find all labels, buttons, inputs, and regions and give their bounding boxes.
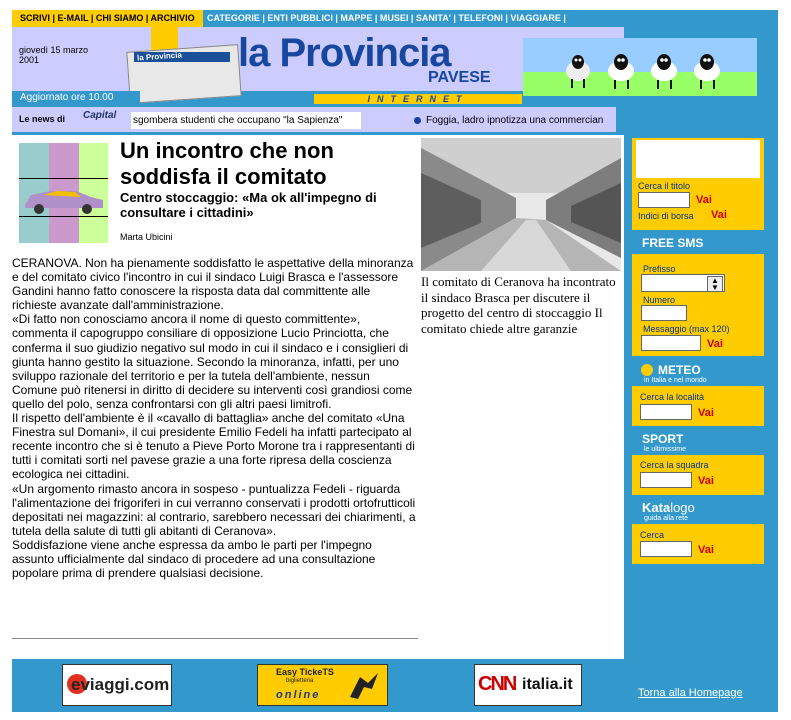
borsa-vai-button[interactable]: Vai: [696, 194, 712, 206]
sport-subtitle: le ultimissime: [644, 446, 687, 453]
cnn-italia-banner[interactable]: [474, 664, 582, 706]
top-nav-left-links[interactable]: SCRIVI | E-MAIL | CHI SIAMO | ARCHIVIO: [20, 13, 195, 23]
cnn-logo: CNN: [478, 673, 516, 695]
news-ticker-label: Le news di: [19, 114, 66, 124]
updated-time: Aggiornato ore 10.00: [12, 91, 140, 104]
sheep-icon: [566, 55, 590, 88]
sms-numero-input[interactable]: [641, 305, 687, 321]
meteo-subtitle: in Italia e nel mondo: [644, 377, 707, 384]
meteo-title: METEO: [658, 363, 701, 377]
article-paragraph: «Un argomento rimasto ancora in sospeso - puntualizza Fedeli - riguarda l'alimentazione dei frigoriferi in cui verranno conservati i prodotti ortofrutticoli depositati nei magazzini: al contrario, sarebbero necessari dei chiarimenti, a tutela della salute di tutti gli abitanti di Ceranova».: [12, 481, 416, 538]
article-paragraph: «Di fatto non conosciamo ancora il nome di questo committente», commenta il capogruppo consiliare di opposizione Lucio Princiotta, che conferma il suo giudizio negativo sul modo in cui il sindaco e i consiglieri di giunta hanno gestito la situazione. Secondo la minoranza, infatti, per uno sviluppo razionale del territorio e per la tutela dell'ambiente, nessun Comune può ritenersi in diritto di decidere su interventi così grandiosi come quello del polo, senza confrontarsi con gli altri paesi limitrofi.: [12, 312, 413, 411]
easytickets-title: Easy TickeTS: [276, 667, 334, 677]
easytickets-sub: biglietteria: [286, 678, 314, 684]
news-ticker-item[interactable]: Foggia, ladro ipnotizza una commercian: [426, 115, 604, 126]
borsa-search-input[interactable]: [638, 192, 690, 208]
borsa-indici-link[interactable]: Indici di borsa: [638, 211, 694, 221]
article-paragraph: CERANOVA. Non ha pienamente soddisfatto le aspettative della minoranza e del comitato civico l'incontro in cui il sindaco Luigi Brasca e l'assessore Gandini hanno fatto conoscere la risposta data dal committente alle richieste avanzate dall'amministrazione.: [12, 256, 414, 313]
sms-tab: FREE SMS: [636, 235, 726, 254]
ticket-figure-icon: [342, 669, 382, 701]
divider: [12, 638, 418, 639]
sport-title: SPORT: [642, 432, 684, 446]
meteo-tab: [636, 362, 722, 386]
sms-vai-button[interactable]: Vai: [707, 338, 723, 350]
article-subtitle: Centro stoccaggio: «Ma ok all'impegno di consultare i cittadini»: [120, 190, 377, 220]
sport-label: Cerca la squadra: [640, 460, 709, 470]
article-author: Marta Ubicini: [120, 232, 173, 242]
street-photo: [421, 138, 621, 271]
borsa-indici-vai-button[interactable]: Vai: [711, 209, 727, 221]
article-thumbnail: [19, 143, 108, 243]
katalogo-search-input[interactable]: [640, 541, 692, 557]
sun-icon: [641, 364, 653, 376]
borsa-label: Cerca il titolo: [638, 181, 691, 191]
article-paragraph: Il rispetto dell'ambiente è il «cavallo di battaglia» anche del comitato «Una Finestra sul Domani», il cui presidente Emilio Fedeli ha infatti partecipato al recente incontro che si è tenuto a Pieve Porto Morone tra i rappresentanti di tutti i comitati sorti nel pavese grazie a una forte ripresa della coscienza ecologica nei cittadini.: [12, 411, 415, 482]
article-body: [12, 256, 417, 580]
article-title: Un incontro che non soddisfa il comitato: [120, 138, 334, 189]
meteo-label: Cerca la località: [640, 392, 705, 402]
eviaggi-banner[interactable]: [62, 664, 172, 706]
spinner-icon[interactable]: ▲ ▼: [707, 276, 723, 292]
sms-messaggio-input[interactable]: [641, 335, 701, 351]
capital-logo: Capital: [83, 110, 117, 121]
borsa-banner: [636, 140, 760, 178]
sms-numero-label: Numero: [643, 295, 676, 305]
easytickets-online: online: [276, 689, 321, 701]
article-paragraph: Soddisfazione viene anche espressa da ambo le parti per l'impegno assunto ufficialmente dal sindaco di procedere ad una consultazione popolare prima di prendere qualsiasi decisione.: [12, 537, 376, 581]
site-logo-sub: PAVESE: [428, 69, 491, 86]
top-nav-right-links[interactable]: CATEGORIE | ENTI PUBBLICI | MAPPE | MUSEI | SANITA' | TELEFONI | VIAGGIARE |: [207, 13, 566, 23]
header-date: giovedì 15 marzo 2001: [19, 45, 89, 65]
sms-prefisso-select[interactable]: [641, 274, 725, 292]
news-ticker-item[interactable]: sgombera studenti che occupano "la Sapienza": [131, 112, 361, 129]
bullet-icon: [414, 117, 421, 124]
sport-tab: [636, 431, 722, 455]
sheep-icons: [523, 38, 757, 96]
katalogo-label: Cerca: [640, 530, 665, 540]
article-photo: [421, 138, 621, 271]
sms-messaggio-label: Messaggio (max 120): [643, 324, 730, 334]
sport-search-input[interactable]: [640, 472, 692, 488]
easytickets-banner[interactable]: [257, 664, 388, 706]
car-icon: [21, 183, 107, 215]
katalogo-tab: [636, 500, 722, 524]
meteo-search-input[interactable]: [640, 404, 692, 420]
katalogo-subtitle: guida alla rete: [644, 515, 688, 522]
katalogo-vai-button[interactable]: Vai: [698, 544, 714, 556]
internet-banner: INTERNET: [314, 94, 522, 104]
cnn-italia-label: italia.it: [522, 676, 573, 693]
meteo-vai-button[interactable]: Vai: [698, 407, 714, 419]
photo-caption: Il comitato di Ceranova ha incontrato il sindaco Brasca per discutere il progetto del centro di stoccaggio Il comitato chiede altre garanzie: [421, 274, 616, 336]
site-logo[interactable]: la Provincia: [238, 31, 451, 75]
newspaper-image-label: la Provincia: [136, 50, 183, 63]
sport-vai-button[interactable]: Vai: [698, 475, 714, 487]
katalogo-title: Katalogo: [642, 500, 695, 515]
sms-prefisso-label: Prefisso: [643, 264, 676, 274]
eviaggi-label: eviaggi.com: [71, 675, 170, 694]
homepage-link[interactable]: Torna alla Homepage: [638, 687, 743, 699]
